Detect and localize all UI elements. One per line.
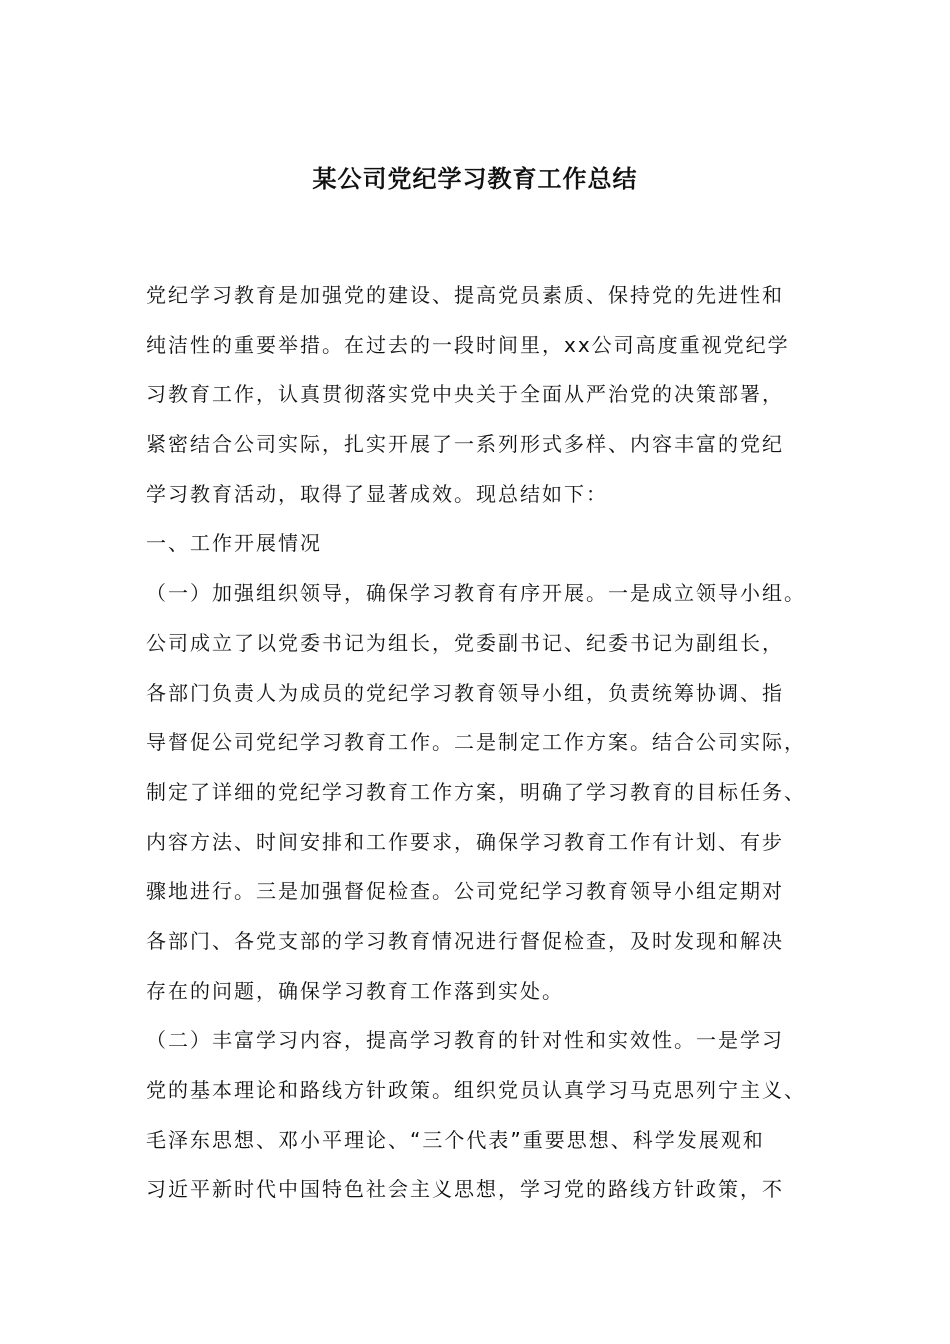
body-line: 党纪学习教育是加强党的建设、提高党员素质、保持党的先进性和	[146, 283, 784, 307]
body-line: 毛泽东思想、邓小平理论、“三个代表”重要思想、科学发展观和	[146, 1127, 765, 1152]
body-line: 习教育工作，认真贯彻落实党中央关于全面从严治党的决策部署，	[146, 382, 784, 407]
document-title: 某公司党纪学习教育工作总结	[312, 164, 638, 193]
body-line: 各部门负责人为成员的党纪学习教育领导小组，负责统筹协调、指	[146, 680, 784, 705]
body-line: 公司成立了以党委书记为组长，党委副书记、纪委书记为副组长，	[146, 630, 784, 655]
document-body	[146, 277, 836, 1221]
body-line: 制定了详细的党纪学习教育工作方案，明确了学习教育的目标任务、	[146, 779, 806, 804]
body-line: 紧密结合公司实际，扎实开展了一系列形式多样、内容丰富的党纪	[146, 432, 784, 457]
body-line: 学习教育活动，取得了显著成效。现总结如下：	[146, 481, 608, 506]
body-line: 导督促公司党纪学习教育工作。二是制定工作方案。结合公司实际，	[146, 730, 806, 755]
section-heading: 一、工作开展情况	[146, 531, 322, 556]
body-line: 内容方法、时间安排和工作要求，确保学习教育工作有计划、有步	[146, 829, 784, 854]
body-line: （一）加强组织领导，确保学习教育有序开展。一是成立领导小组。	[146, 581, 806, 606]
body-line: 党的基本理论和路线方针政策。组织党员认真学习马克思列宁主义、	[146, 1078, 806, 1102]
body-line: 习近平新时代中国特色社会主义思想，学习党的路线方针政策，不	[146, 1177, 784, 1202]
body-line: 存在的问题，确保学习教育工作落到实处。	[146, 978, 564, 1003]
body-line: 骤地进行。三是加强督促检查。公司党纪学习教育领导小组定期对	[146, 879, 784, 904]
body-line: 各部门、各党支部的学习教育情况进行督促检查，及时发现和解决	[146, 928, 784, 953]
body-line: （二）丰富学习内容，提高学习教育的针对性和实效性。一是学习	[146, 1028, 784, 1053]
body-line: 纯洁性的重要举措。在过去的一段时间里，xx公司高度重视党纪学	[146, 332, 790, 357]
